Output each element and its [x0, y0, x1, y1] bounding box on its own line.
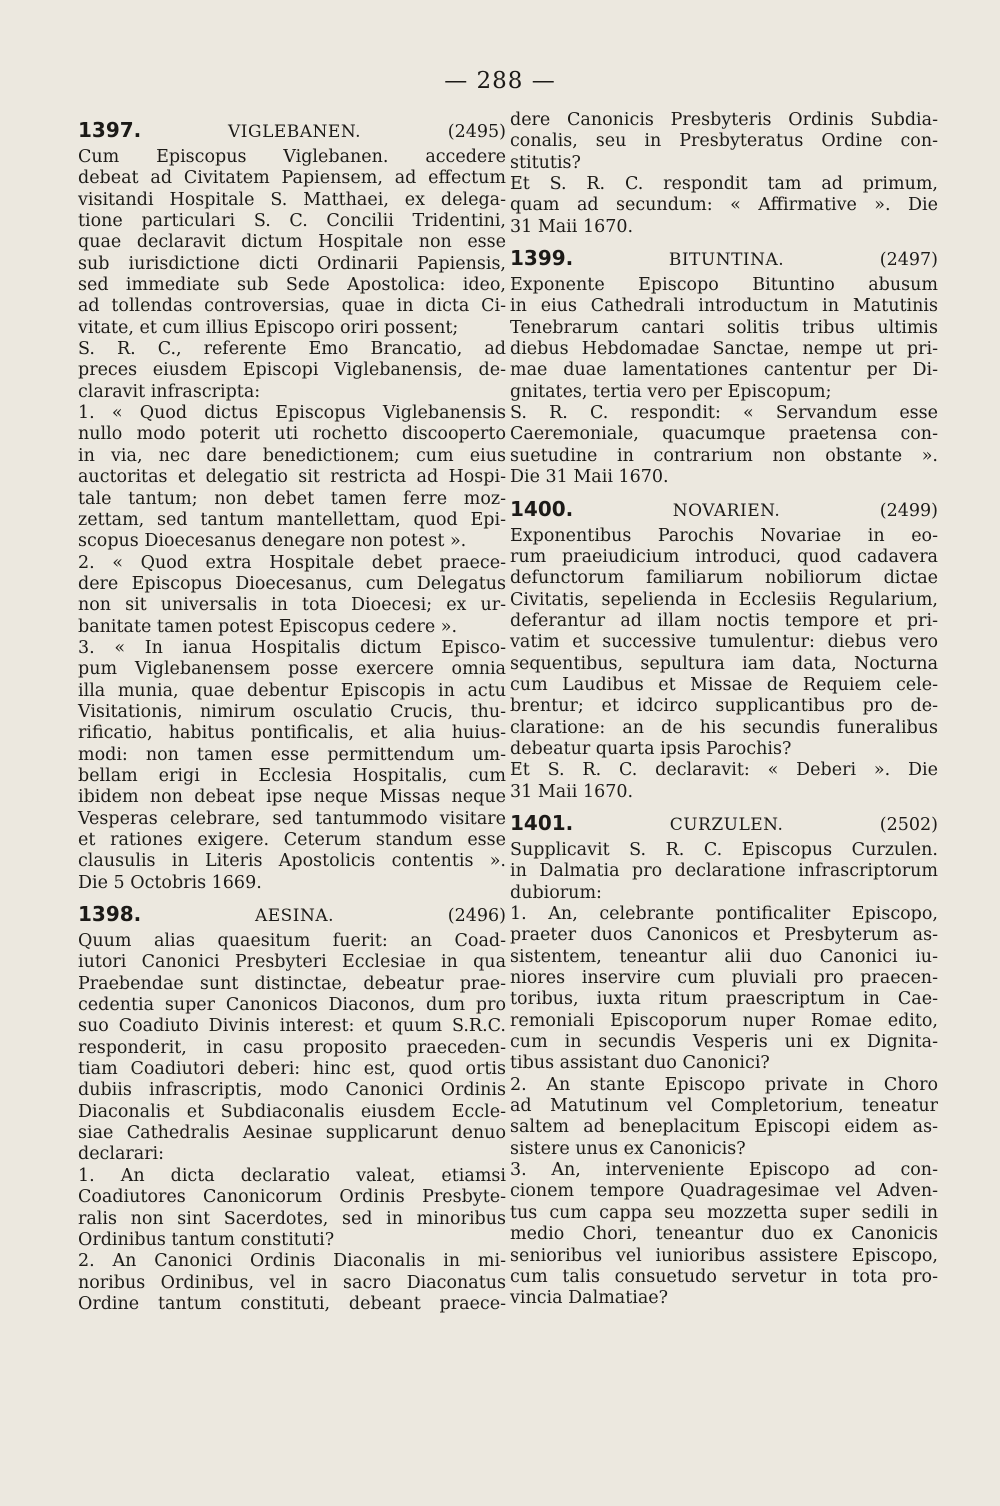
entry-title: AESINA. — [254, 906, 335, 927]
text-line: quae declaravit dictum Hospitale non esse — [78, 232, 506, 253]
text-line: brentur; et idcirco supplicantibus pro de- — [510, 696, 938, 717]
text-line: illa munia, quae debentur Episcopis in actu — [78, 680, 506, 701]
text-line: rum praeiudicium introduci, quod cadavera — [510, 546, 938, 567]
text-line: defunctorum familiarum nobiliorum dictae — [510, 568, 938, 589]
text-line: 31 Maii 1670. — [510, 781, 634, 802]
text-line: in eius Cathedrali introductum in Matutinis — [510, 296, 938, 317]
text-line: Quum alias quaesitum fuerit: an Coad- — [78, 931, 506, 952]
text-line: non sit universalis in tota Dioecesi; ex ur- — [78, 595, 506, 616]
text-line: bellam erigi in Ecclesia Hospitalis, cum — [78, 765, 506, 786]
entry-heading — [510, 241, 938, 275]
text-line: et rationes exigere. Ceterum standum esse — [78, 830, 506, 850]
text-line: noribus Ordinibus, vel in sacro Diaconatus — [78, 1272, 506, 1293]
text-line: quam ad secundum: « Affirmative ». Die — [510, 195, 938, 216]
text-line: declarari: — [78, 1144, 165, 1165]
text-line: auctoritas et delegatio sit restricta ad Hospi- — [78, 467, 506, 488]
text-line: Die 5 Octobris 1669. — [78, 872, 262, 893]
text-line: tale tantum; non debet tamen ferre moz- — [78, 488, 506, 509]
text-line: Supplicavit S. R. C. Episcopus Curzulen. — [510, 839, 938, 860]
text-line: tione particulari S. C. Concilii Tridentini, — [78, 211, 506, 232]
text-line: diebus Hebdomadae Sanctae, nempe ut pri- — [510, 339, 938, 360]
text-line: cum Laudibus et Missae de Requiem cele- — [510, 674, 938, 695]
text-line: 2. An Canonici Ordinis Diaconalis in mi- — [78, 1251, 506, 1272]
text-line: scopus Dioecesanus denegare non potest ». — [78, 531, 467, 552]
text-line: zettam, sed tantum mantellettam, quod Epi- — [78, 509, 506, 530]
right-column — [510, 110, 938, 1310]
text-line: dubiis infrascriptis, modo Canonici Ordinis — [78, 1080, 506, 1101]
entry-heading — [78, 113, 506, 147]
text-line: tiam Coadiutori deberi: hinc est, quod ortis — [78, 1059, 506, 1080]
text-line: Visitationis, nimirum osculatio Crucis, thu- — [78, 701, 506, 722]
text-line: Et S. R. C. declaravit: « Deberi ». Die — [510, 760, 938, 781]
entry-heading — [510, 806, 938, 840]
entry-title: VIGLEBANEN. — [228, 122, 362, 142]
text-line: Ordinibus tantum constituti? — [78, 1229, 335, 1250]
text-line: Cum Episcopus Viglebanen. accedere — [78, 147, 506, 167]
entry-heading — [78, 897, 506, 931]
entry-heading — [510, 492, 938, 526]
text-line: remoniali Episcoporum nuper Romae edito, — [510, 1010, 938, 1031]
text-line: suo Coadiuto Divinis interest: et quum S.R.C. — [78, 1016, 506, 1037]
text-line: vincia Dalmatiae? — [510, 1288, 669, 1309]
text-line: visitandi Hospitale S. Matthaei, ex delega- — [78, 189, 506, 210]
text-line: cedentia super Canonicos Diaconos, dum pro — [78, 995, 506, 1016]
text-line: cum in secundis Vesperis uni ex Dignita- — [510, 1032, 938, 1053]
text-line: in Dalmatia pro declaratione infrascriptorum — [510, 861, 938, 882]
entry-reference: (2495) — [447, 122, 506, 142]
text-line: Tenebrarum cantari solitis tribus ultimis — [510, 317, 938, 338]
text-line: 1. An dicta declaratio valeat, etiamsi — [78, 1165, 506, 1186]
text-line: responderit, in casu proposito praeceden- — [78, 1037, 506, 1058]
text-line: ad tollendas controversias, quae in dicta Ci- — [78, 296, 506, 317]
entry-number: 1401. — [510, 810, 574, 835]
text-line: 1. An, celebrante pontificaliter Episcopo, — [510, 904, 938, 924]
text-line: ad Matutinum vel Completorium, teneatur — [510, 1096, 938, 1117]
text-line: dere Canonicis Presbyteris Ordinis Subdia- — [510, 110, 938, 130]
text-line: vitate, et cum illius Episcopo oriri possent; — [78, 317, 459, 338]
text-line: Caeremoniale, quacumque praetensa con- — [510, 424, 938, 445]
text-line: toribus, iuxta ritum praescriptum in Cae- — [510, 989, 938, 1010]
text-line: 1. « Quod dictus Episcopus Viglebanensis — [78, 403, 506, 424]
text-line: sub iurisdictione dicti Ordinarii Papiensis, — [78, 253, 506, 274]
text-line: Civitatis, sepelienda in Ecclesiis Regularium, — [510, 589, 938, 610]
text-line: cionem tempore Quadragesimae vel Adven- — [510, 1181, 938, 1202]
text-line: praeter duos Canonicos et Presbyterum as- — [510, 925, 938, 946]
text-line: saltem ad beneplacitum Episcopi eidem as- — [510, 1117, 938, 1138]
text-line: 3. « In ianua Hospitalis dictum Episco- — [78, 637, 506, 658]
text-line: Vesperas celebrare, sed tantummodo visitare — [78, 808, 506, 829]
text-line: Et S. R. C. respondit tam ad primum, — [510, 174, 938, 195]
text-line: cum talis consuetudo servetur in tota pro- — [510, 1266, 938, 1287]
text-line: Ordine tantum constituti, debeant praece- — [78, 1293, 506, 1314]
text-line: 3. An, interveniente Episcopo ad con- — [510, 1160, 938, 1181]
text-line: stitutis? — [510, 152, 581, 173]
text-line: Coadiutores Canonicorum Ordinis Presbyte- — [78, 1187, 506, 1208]
text-line: preces eiusdem Episcopi Viglebanensis, de- — [78, 360, 506, 381]
text-line: ibidem non debeat ipse neque Missas neque — [78, 787, 506, 808]
text-line: clausulis in Literis Apostolicis contentis ». — [78, 851, 506, 872]
text-line: claratione: an de his secundis funeralibus — [510, 717, 938, 738]
text-line: 31 Maii 1670. — [510, 216, 634, 237]
text-line: vatim et successive tumulentur: diebus vero — [510, 632, 938, 653]
text-line: ralis non sint Sacerdotes, sed in minoribus — [78, 1208, 506, 1229]
text-line: iutori Canonici Presbyteri Ecclesiae in qua — [78, 952, 506, 973]
text-line: gnitates, tertia vero per Episcopum; — [510, 381, 832, 402]
left-column — [78, 110, 506, 1315]
entry-title: BITUNTINA. — [668, 250, 785, 271]
text-line: dere Episcopus Dioecesanus, cum Delegatus — [78, 573, 506, 594]
entry-reference: (2497) — [879, 250, 938, 271]
text-line: conalis, seu in Presbyteratus Ordine con- — [510, 131, 938, 152]
text-line: niores inservire cum pluviali pro praecen- — [510, 968, 938, 989]
text-line: Diaconalis et Subdiaconalis eiusdem Eccle- — [78, 1101, 506, 1122]
text-line: pum Viglebanensem posse exercere omnia — [78, 659, 506, 680]
text-line: in via, nec dare benedictionem; cum eius — [78, 445, 506, 466]
text-line: Praebendae sunt distinctae, debeatur prae- — [78, 973, 506, 994]
text-line: Die 31 Maii 1670. — [510, 467, 669, 488]
text-line: sistere unus ex Canonicis? — [510, 1138, 746, 1159]
text-line: senioribus vel iunioribus assistere Episcopo, — [510, 1245, 938, 1266]
text-line: siae Cathedralis Aesinae supplicarunt denuo — [78, 1123, 506, 1144]
text-line: S. R. C. respondit: « Servandum esse — [510, 403, 938, 424]
text-line: banitate tamen potest Episcopus cedere ». — [78, 616, 458, 637]
entry-title: NOVARIEN. — [672, 500, 781, 521]
text-line: Exponentibus Parochis Novariae in eo- — [510, 525, 938, 546]
text-line: 2. An stante Episcopo private in Choro — [510, 1074, 938, 1095]
text-line: deferantur ad illam noctis tempore et pri- — [510, 610, 938, 631]
text-line: nullo modo poterit uti rochetto discooperto — [78, 424, 506, 445]
text-line: medio Chori, teneantur duo ex Canonicis — [510, 1224, 938, 1245]
entry-number: 1398. — [78, 902, 142, 927]
text-line: tus cum cappa seu mozzetta super sedili in — [510, 1202, 938, 1223]
text-line: 2. « Quod extra Hospitale debet praece- — [78, 552, 506, 573]
text-line: dubiorum: — [510, 882, 602, 903]
text-line: sequentibus, sepultura iam data, Nocturna — [510, 653, 938, 674]
entry-title: CURZULEN. — [669, 814, 784, 835]
text-line: S. R. C., referente Emo Brancatio, ad — [78, 339, 506, 360]
entry-reference: (2502) — [879, 814, 938, 835]
text-line: mae duae lamentationes cantentur per Di- — [510, 360, 938, 381]
text-line: Exponente Episcopo Bituntino abusum — [510, 275, 938, 296]
entry-reference: (2499) — [879, 500, 938, 521]
text-line: sistentem, teneantur alii duo Canonici iu- — [510, 946, 938, 967]
text-line: modi: non tamen esse permittendum um- — [78, 744, 506, 765]
entry-number: 1397. — [78, 118, 142, 142]
text-line: tibus assistant duo Canonici? — [510, 1053, 770, 1074]
entry-number: 1400. — [510, 496, 574, 521]
entry-number: 1399. — [510, 246, 574, 271]
text-line: debeat ad Civitatem Papiensem, ad effectum — [78, 168, 506, 189]
page-number: — 288 — — [444, 68, 556, 94]
text-line: rificatio, habitus pontificalis, et alia huius- — [78, 723, 506, 744]
entry-reference: (2496) — [447, 906, 506, 927]
text-line: claravit infrascripta: — [78, 381, 261, 402]
text-line: sed immediate sub Sede Apostolica: ideo, — [78, 275, 506, 296]
text-line: suetudine in contrarium non obstante ». — [510, 445, 938, 466]
text-line: debeatur quarta ipsis Parochis? — [510, 738, 792, 759]
